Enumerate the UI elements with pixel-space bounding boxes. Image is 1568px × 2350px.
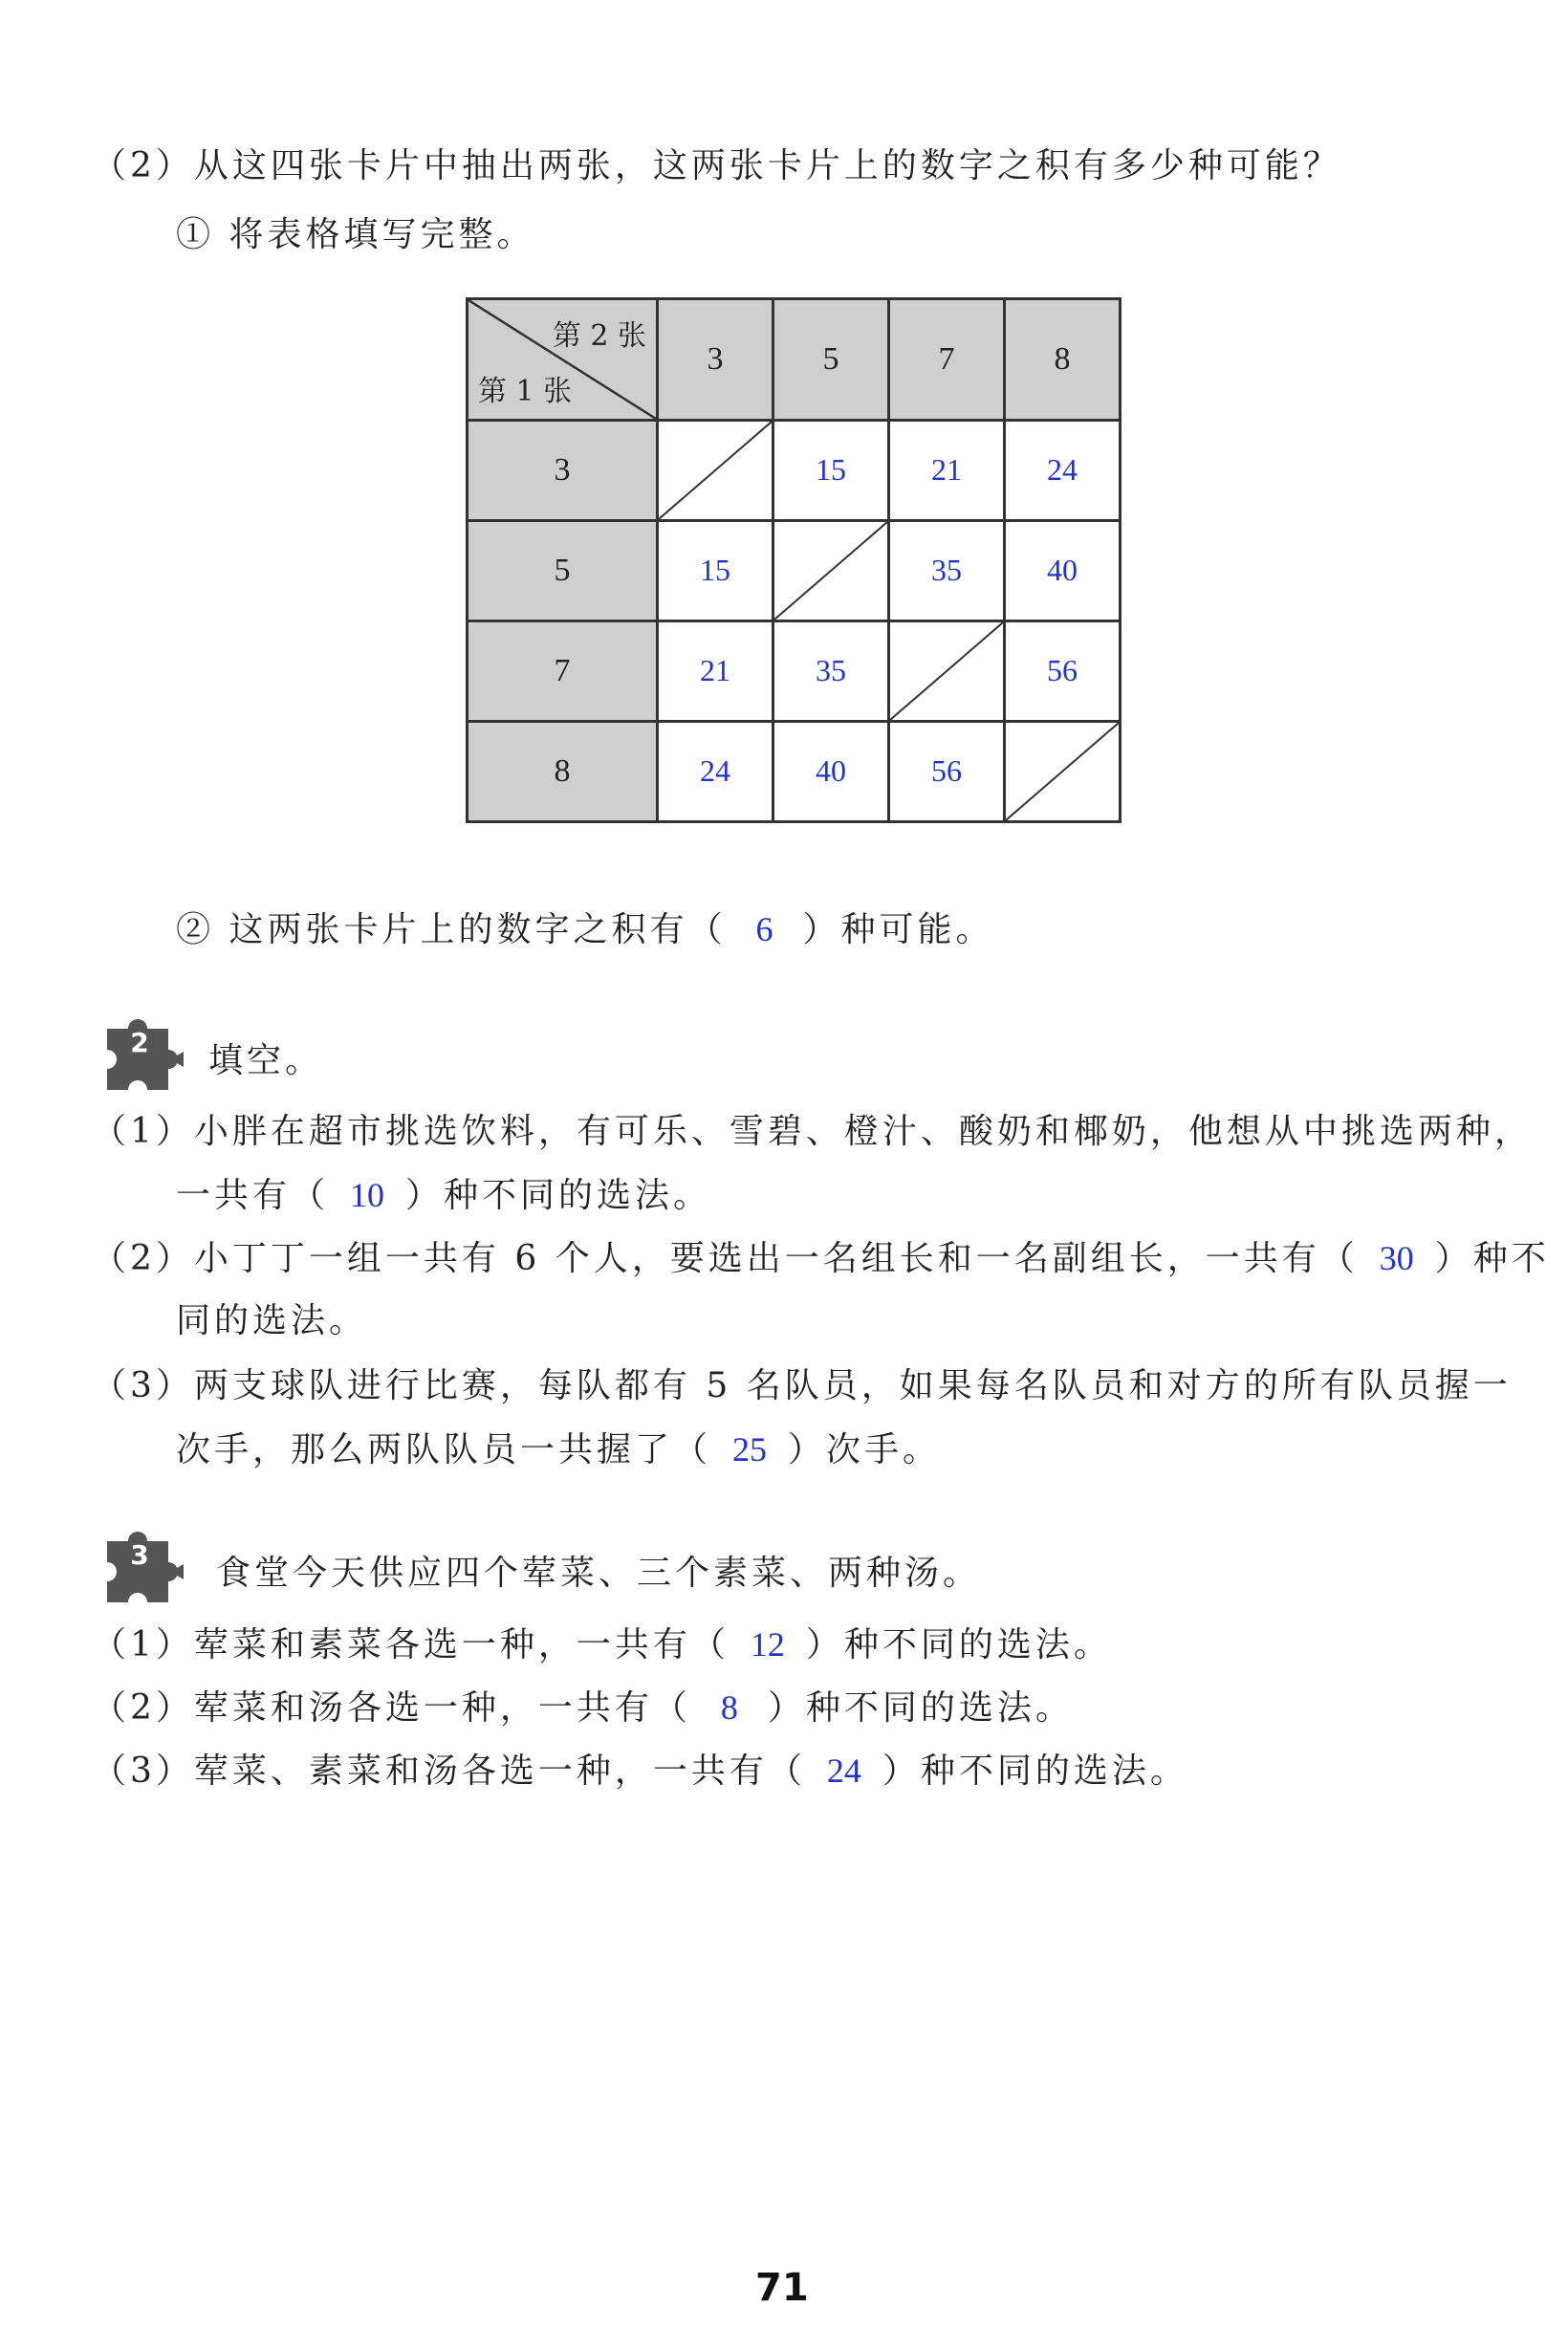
cell-value: 15: [700, 553, 730, 587]
table-cell: [1005, 521, 1121, 621]
table-cell: [658, 722, 773, 822]
s2-p2-line1: [92, 1235, 1550, 1282]
s3-p3: [92, 1748, 1188, 1795]
cell-value: 56: [1047, 653, 1078, 687]
s3-p1-prefix: （1）荤菜和素菜各选一种，一共有（: [92, 1625, 730, 1665]
cell-value: 24: [700, 753, 730, 788]
cell-value: 40: [1047, 553, 1078, 587]
s2-p3-answer: 25: [732, 1430, 768, 1469]
cell-value: 24: [1047, 452, 1078, 487]
q2-title: （2）从这四张卡片中抽出两张，这两张卡片上的数字之积有多少种可能？: [92, 146, 1341, 185]
table-cell: [658, 621, 773, 722]
table-cell: [889, 421, 1005, 521]
s2-p1-line1: （1）小胖在超市挑选饮料，有可乐、雪碧、橙汁、酸奶和椰奶，他想从中挑选两种，: [92, 1112, 1533, 1151]
s3-p1-answer: 12: [750, 1625, 785, 1664]
table-cell: [773, 722, 889, 822]
badge-number: 3: [130, 1539, 149, 1571]
q2-step2: [176, 906, 993, 953]
s2-p2-suffix: ）种不: [1434, 1239, 1550, 1278]
section3-title: 食堂今天供应四个荤菜、三个素菜、两种汤。: [216, 1554, 982, 1593]
badge-number: 2: [130, 1027, 149, 1058]
cell-value: 35: [816, 653, 846, 687]
puzzle-badge-3: [99, 1524, 191, 1616]
diagonal-cell: [889, 621, 1005, 722]
table-cell: [773, 421, 889, 521]
s3-p1-suffix: ）种不同的选法。: [805, 1625, 1112, 1665]
row-header: 3: [468, 421, 658, 521]
s2-p1-answer: 10: [350, 1176, 385, 1214]
s3-p2-answer: 8: [720, 1688, 738, 1727]
s2-p3-line2: [176, 1426, 941, 1473]
s3-p2-suffix: ）种不同的选法。: [767, 1688, 1074, 1728]
row-header: 7: [468, 621, 658, 722]
section2-title: 填空。: [208, 1041, 324, 1080]
table-corner: [468, 299, 658, 421]
q2-step2-suffix: ）种可能。: [802, 910, 994, 949]
row-header: 8: [468, 722, 658, 822]
corner-label-first: 第 1 张: [478, 375, 573, 408]
col-header: 8: [1005, 299, 1121, 421]
s2-p1-prefix: 一共有（: [176, 1176, 330, 1215]
s2-p1-suffix: ）种不同的选法。: [405, 1176, 712, 1215]
cell-value: 21: [700, 653, 730, 687]
row-header: 5: [468, 521, 658, 621]
s3-p3-answer: 24: [826, 1752, 861, 1790]
s2-p2-answer: 30: [1379, 1239, 1414, 1277]
s3-p2-prefix: （2）荤菜和汤各选一种，一共有（: [92, 1688, 691, 1728]
diagonal-cell: [1005, 722, 1121, 822]
table-cell: [658, 521, 773, 621]
puzzle-badge-2: [99, 1012, 191, 1103]
table-cell: [1005, 421, 1121, 521]
diagonal-cell: [773, 521, 889, 621]
cell-value: 35: [931, 553, 962, 587]
q2-step2-prefix: ② 这两张卡片上的数字之积有（: [176, 910, 727, 949]
cell-value: 21: [931, 452, 962, 487]
table-cell: [889, 722, 1005, 822]
s3-p3-prefix: （3）荤菜、素菜和汤各选一种，一共有（: [92, 1752, 806, 1791]
col-header: 7: [889, 299, 1005, 421]
table-cell: [889, 521, 1005, 621]
cell-value: 15: [816, 452, 846, 487]
s3-p1: [92, 1621, 1112, 1668]
col-header: 3: [658, 299, 773, 421]
s3-p3-suffix: ）种不同的选法。: [882, 1752, 1188, 1791]
s3-p2: [92, 1685, 1074, 1731]
s2-p3-line1: （3）两支球队进行比赛，每队都有 5 名队员，如果每名队员和对方的所有队员握一: [92, 1366, 1512, 1405]
s2-p3-suffix: ）次手。: [788, 1430, 942, 1469]
cell-value: 40: [816, 753, 846, 788]
diagonal-cell: [658, 421, 773, 521]
table-cell: [773, 621, 889, 722]
q2-step1: ① 将表格填写完整。: [176, 215, 535, 254]
s2-p3-prefix: 次手，那么两队队员一共握了（: [176, 1430, 712, 1469]
cell-value: 56: [931, 753, 962, 788]
s2-p2-line2: 同的选法。: [176, 1301, 368, 1340]
table-cell: [1005, 621, 1121, 722]
s2-p2-prefix: （2）小丁丁一组一共有 6 个人，要选出一名组长和一名副组长，一共有（: [92, 1239, 1359, 1278]
s2-p1-line2: [176, 1172, 711, 1219]
col-header: 5: [773, 299, 889, 421]
page-number: 71: [755, 2266, 809, 2310]
q2-step2-answer: 6: [755, 910, 773, 948]
corner-label-second: 第 2 张: [552, 319, 646, 353]
product-table: [466, 297, 1122, 823]
